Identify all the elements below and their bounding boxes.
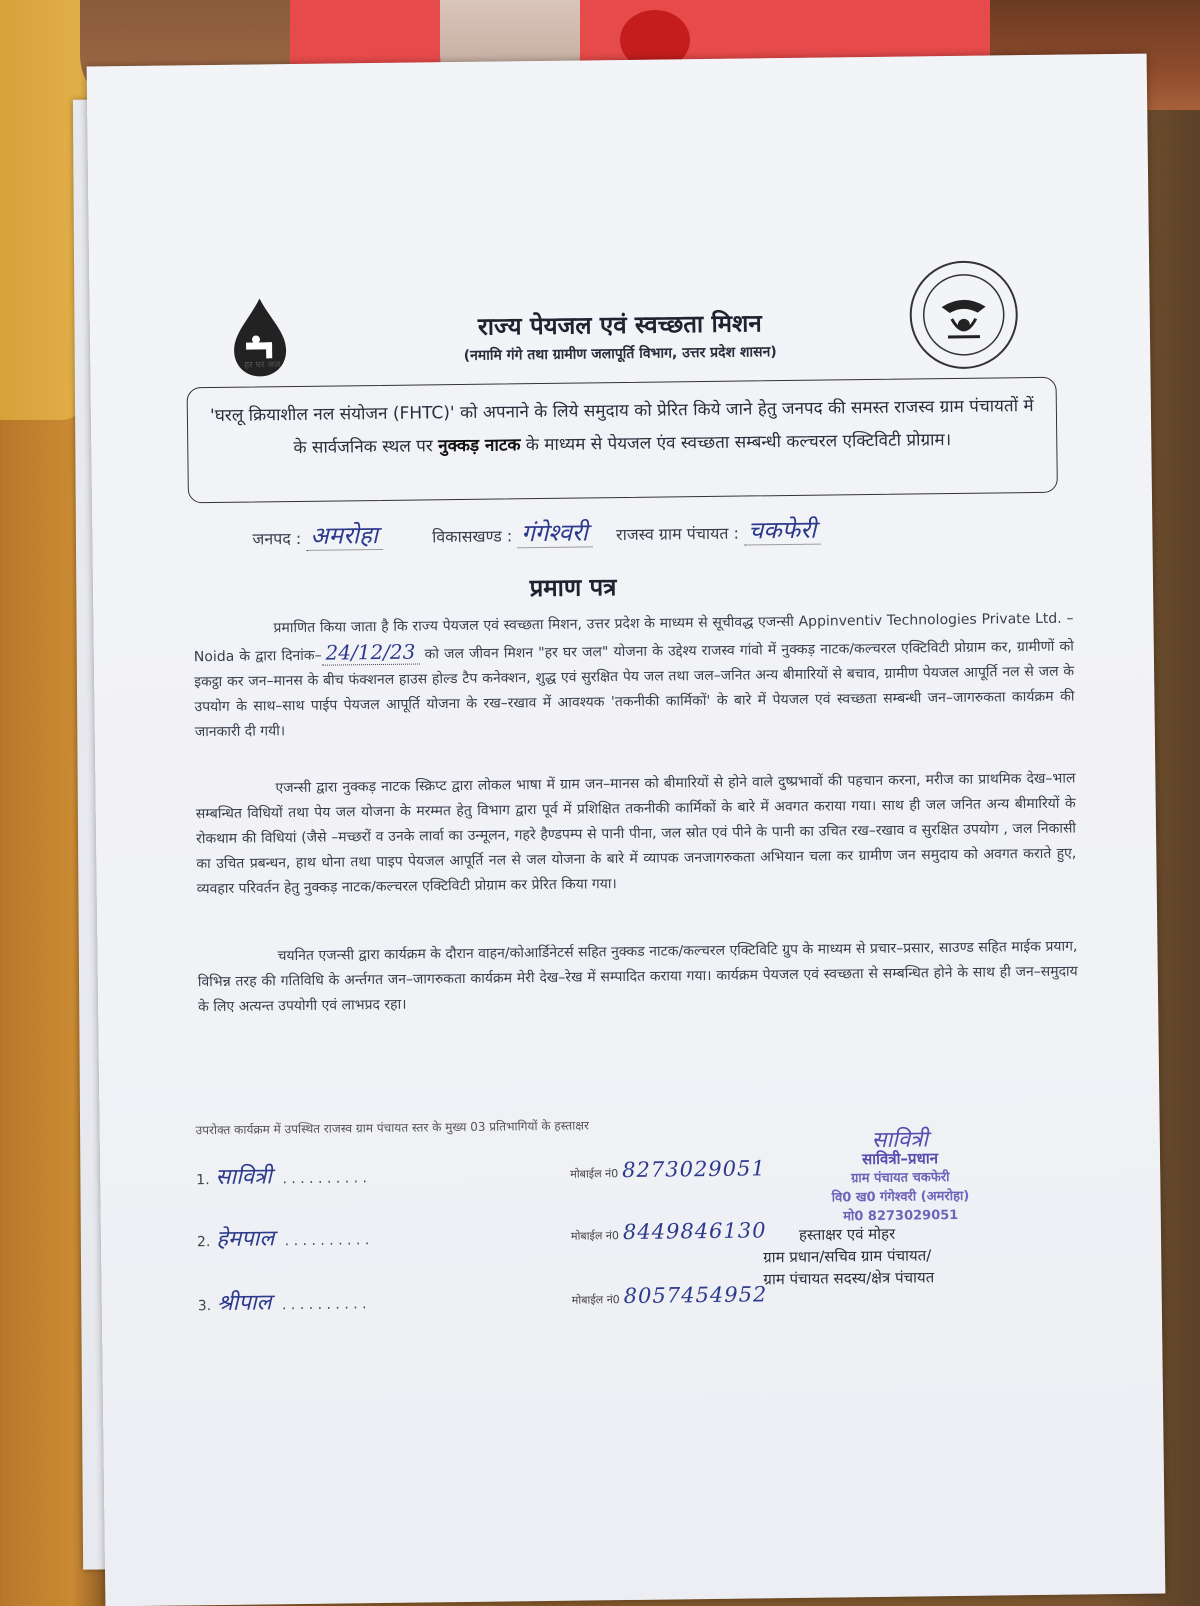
stamp-line-2: ग्राम पंचायत चकफेरी bbox=[850, 1170, 950, 1187]
signature-caption-line-1: हस्ताक्षर एवं मोहर bbox=[798, 1224, 896, 1244]
signature-caption-line-3: ग्राम पंचायत सदस्य/क्षेत्र पंचायत bbox=[763, 1268, 935, 1289]
program-text-part2: के माध्यम से पेयजल एंव स्वच्छता सम्बन्धी कल्चरल एक्टिविटी प्रोग्राम। bbox=[520, 429, 952, 456]
program-text-bold: नुक्कड़ नाटक bbox=[438, 435, 521, 457]
participant-1-signature: 1. सावित्री . . . . . . . . . . bbox=[196, 1164, 368, 1191]
participant-1-mobile: मोबाईल नं0 8273029051 bbox=[570, 1156, 766, 1183]
up-government-seal-icon bbox=[909, 260, 1018, 369]
pradhan-stamp bbox=[790, 1129, 1011, 1227]
paragraph-1-part-b: को जल जीवन मिशन "हर घर जल" योजना के उद्देश्य राजस्व गांवो में नुक्कड़ नाटक/कल्चरल एक्टिविटी प्रोग्राम कर, ग्रामीणों को इकट्ठा कर जन–मानस के बीच फंक्शनल हाउस होल्ड टैप कनेक्शन, शुद्ध एवं सुरक्षित पेय जल तथा जल–जनित अन्य बीमारियों से बचाव, ग्रामीण पेयजल आपूर्ति नल से जल के उपयोग के साथ–साथ पाईप पेयजल आपूर्ति योजना के रख–रखाव में आवश्यक 'तकनीकी कार्मिकों' के बारे में पेयजल एवं स्वच्छता सम्बन्धी जन–जागरुकता कार्यक्रम की जानकारी दी गयी। bbox=[194, 638, 1075, 741]
participant-2-mobile: मोबाईल नं0 8449846130 bbox=[570, 1218, 767, 1245]
mission-subtitle: (नमामि गंगे तथा ग्रामीण जलापूर्ति विभाग, उत्तर प्रदेश शासन) bbox=[463, 344, 777, 364]
location-row bbox=[252, 510, 1072, 553]
stamp-signature: सावित्री bbox=[871, 1127, 929, 1154]
district-value: अमरोहा bbox=[306, 521, 382, 551]
block-value: गंगेश्वरी bbox=[517, 518, 592, 548]
participant-2-signature: 2. हेमपाल . . . . . . . . . . bbox=[196, 1226, 370, 1253]
program-date: 24/12/23 bbox=[321, 640, 419, 666]
participant-3-mobile: मोबाईल नं0 8057454952 bbox=[571, 1282, 768, 1309]
certificate-heading: प्रमाण पत्र bbox=[529, 573, 617, 603]
stamp-line-3: वि0 ख0 गंगेश्वरी (अमरोहा) bbox=[831, 1188, 970, 1206]
signature-caption bbox=[763, 1221, 1044, 1290]
certificate-paragraph-3: चयनित एजन्सी द्वारा कार्यक्रम के दौरान वाहन/कोआर्डिनेटर्स सहित नुक्कड नाटक/कल्चरल एक्टिविटि ग्रुप के माध्यम से प्रचार–प्रसार, साउण्ड सहित माईक प्रयाग, विभिन्न तरह की गतिविधि के अर्न्तगत जन–जागरुकता कार्यक्रम मेरी देख–रेख में सम्पादित कराया गया। कार्यक्रम पेयजल एवं स्वच्छता से सम्बन्धित होने के साथ ही जन–समुदाय के लिए अत्यन्त उपयोगी एवं लाभप्रद रहा। bbox=[197, 938, 1078, 1016]
participant-3-signature: 3. श्रीपाल . . . . . . . . . . bbox=[197, 1290, 367, 1317]
block-label: विकासखण्ड : bbox=[432, 526, 513, 547]
signatures-intro: उपरोक्त कार्यक्रम में उपस्थित राजस्व ग्राम पंचायत स्तर के मुख्य 03 प्रतिभागियों के हस्ताक्षर bbox=[195, 1118, 589, 1138]
mission-title: राज्य पेयजल एवं स्वच्छता मिशन bbox=[477, 309, 762, 341]
stamp-line-4: मो0 8273029051 bbox=[843, 1207, 959, 1225]
panchayat-value: चकफेरी bbox=[744, 516, 821, 546]
district-label: जनपद : bbox=[252, 528, 302, 549]
water-drop-tap-logo-icon bbox=[219, 294, 300, 395]
signature-caption-line-2: ग्राम प्रधान/सचिव ग्राम पंचायत/ bbox=[763, 1246, 932, 1267]
paragraph-1-part-a: प्रमाणित किया जाता है कि राज्य पेयजल एवं स्वच्छता मिशन, उत्तर प्रदेश के माध्यम से सूचीवद्ध एजन्सी Appinventiv Technologies Private Ltd. – Noida के द्वारा दिनांक– bbox=[193, 610, 1074, 666]
program-description-box bbox=[187, 377, 1058, 504]
certificate-paragraph-1 bbox=[193, 607, 1074, 746]
panchayat-label: राजस्व ग्राम पंचायत : bbox=[615, 523, 740, 545]
logo-caption: हर घर जल bbox=[244, 360, 281, 371]
stamp-line-1: सावित्री–प्रधान bbox=[861, 1149, 939, 1169]
program-text-part1: 'घरलू क्रियाशील नल संयोजन (FHTC)' को अपनाने के लिये समुदाय को प्रेरित किये जाने हेतु जनपद की समस्त राजस्व ग्राम पंचायतों में के सार्वजनिक स्थल पर bbox=[209, 395, 1034, 459]
certificate-paper bbox=[87, 54, 1166, 1606]
certificate-paragraph-2: एजन्सी द्वारा नुक्कड़ नाटक स्क्रिप्ट द्वारा लोकल भाषा में ग्राम जन–मानस को बीमारियों से होने वाले दुष्प्रभावों की पहचान करना, मरीज का प्राथमिक देख–भाल सम्बन्धित विधियों तथा पेय जल योजना के मरम्मत हेतु विभाग द्वारा पूर्व में प्रशिक्षित तकनीकी कार्मिकों के बारे में अवगत कराया गया। साथ ही जल जनित अन्य बीमारियों के रोकथाम की विधियां (जैसे –मच्छरों व उनके लार्वा का उन्मूलन, गहरे हैण्डपम्प से पानी पीना, जल स्रोत एवं पीने के पानी का उचित रख–रखाव व सुरक्षित उपयोग , जल निकासी का उचित प्रबन्धन, हाथ धोना तथा पाइप पेयजल आपूर्ति नल से जल योजना के बारे में व्यापक जनजागरुकता अभियान चला कर ग्रामीण जन समुदाय को अवगत कराते हुए, व्यवहार परिवर्तन हेतु नुक्कड़ नाटक/कल्चरल एक्टिविटी प्रोग्राम कर प्रेरित किया गया। bbox=[195, 770, 1077, 898]
